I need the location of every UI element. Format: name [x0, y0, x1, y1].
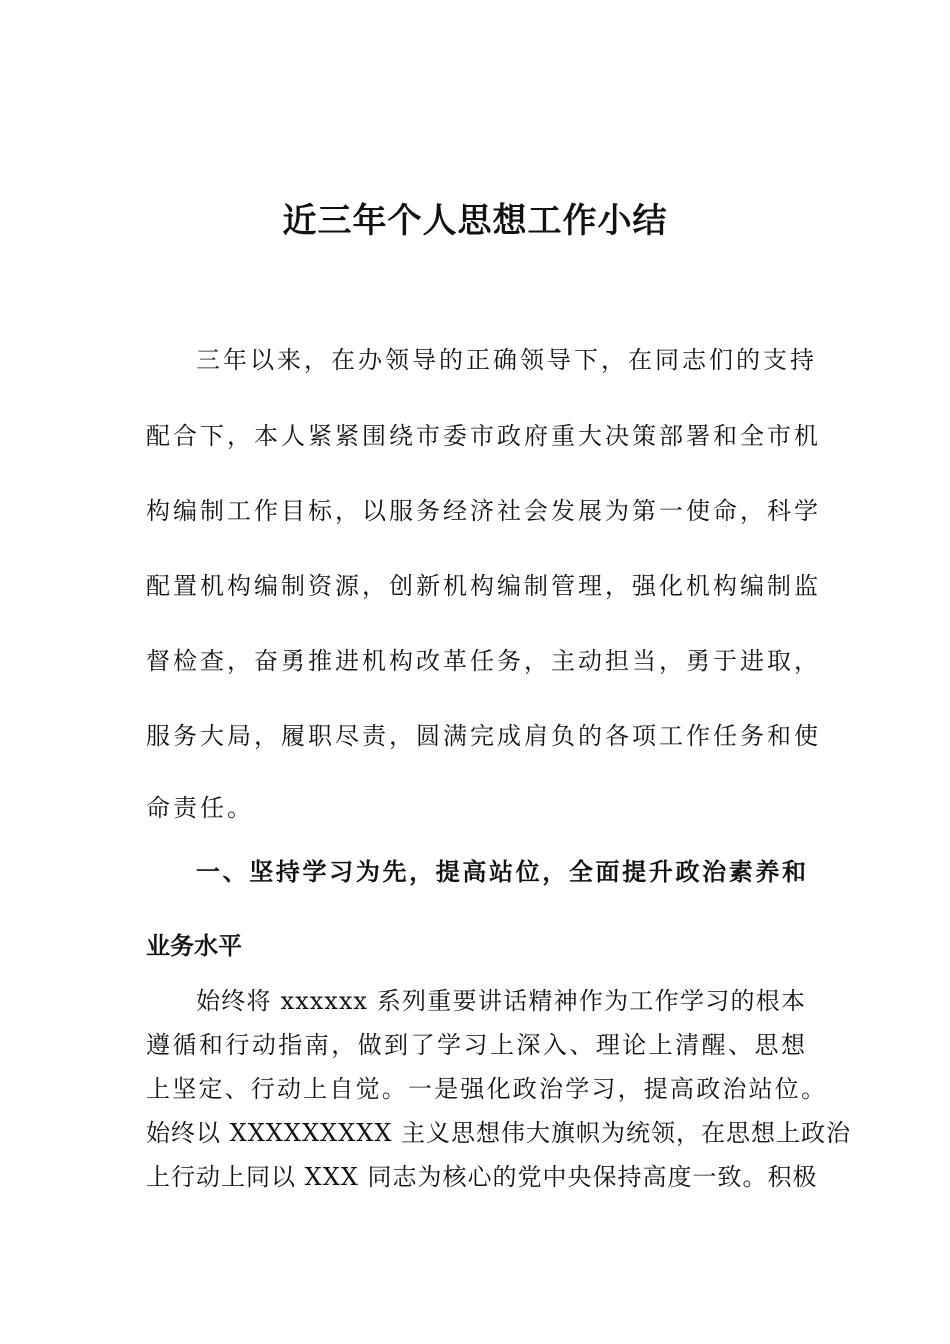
intro-line-4: 配置机构编制资源，创新机构编制管理，强化机构编制监 [146, 572, 821, 600]
document-title: 近三年个人思想工作小结 [282, 201, 668, 241]
section-1-line-4: 始终以 XXXXXXXXX 主义思想伟大旗帜为统领，在思想上政治 [146, 1119, 852, 1147]
intro-line-1: 三年以来，在办领导的正确领导下，在同志们的支持 [196, 346, 817, 374]
intro-line-6: 服务大局，履职尽责，圆满完成肩负的各项工作任务和使 [146, 722, 821, 750]
intro-line-2: 配合下，本人紧紧围绕市委市政府重大决策部署和全市机 [146, 422, 821, 450]
section-1-line-2: 遵循和行动指南，做到了学习上深入、理论上清醒、思想 [146, 1031, 806, 1059]
section-1-line-1: 始终将 xxxxxx 系列重要讲话精神作为工作学习的根本 [196, 987, 806, 1015]
section-1-line-5: 上行动上同以 XXX 同志为核心的党中央保持高度一致。积极 [146, 1163, 818, 1191]
intro-line-7: 命责任。 [146, 794, 254, 822]
intro-line-3: 构编制工作目标，以服务经济社会发展为第一使命，科学 [146, 497, 821, 525]
section-1-line-3: 上坚定、行动上自觉。一是强化政治学习，提高政治站位。 [146, 1075, 826, 1103]
intro-line-5: 督检查，奋勇推进机构改革任务，主动担当，勇于进取， [146, 647, 821, 675]
section-1-heading-line-1: 一、坚持学习为先，提高站位，全面提升政治素养和 [196, 858, 806, 886]
section-1-heading-line-2: 业务水平 [146, 932, 242, 960]
